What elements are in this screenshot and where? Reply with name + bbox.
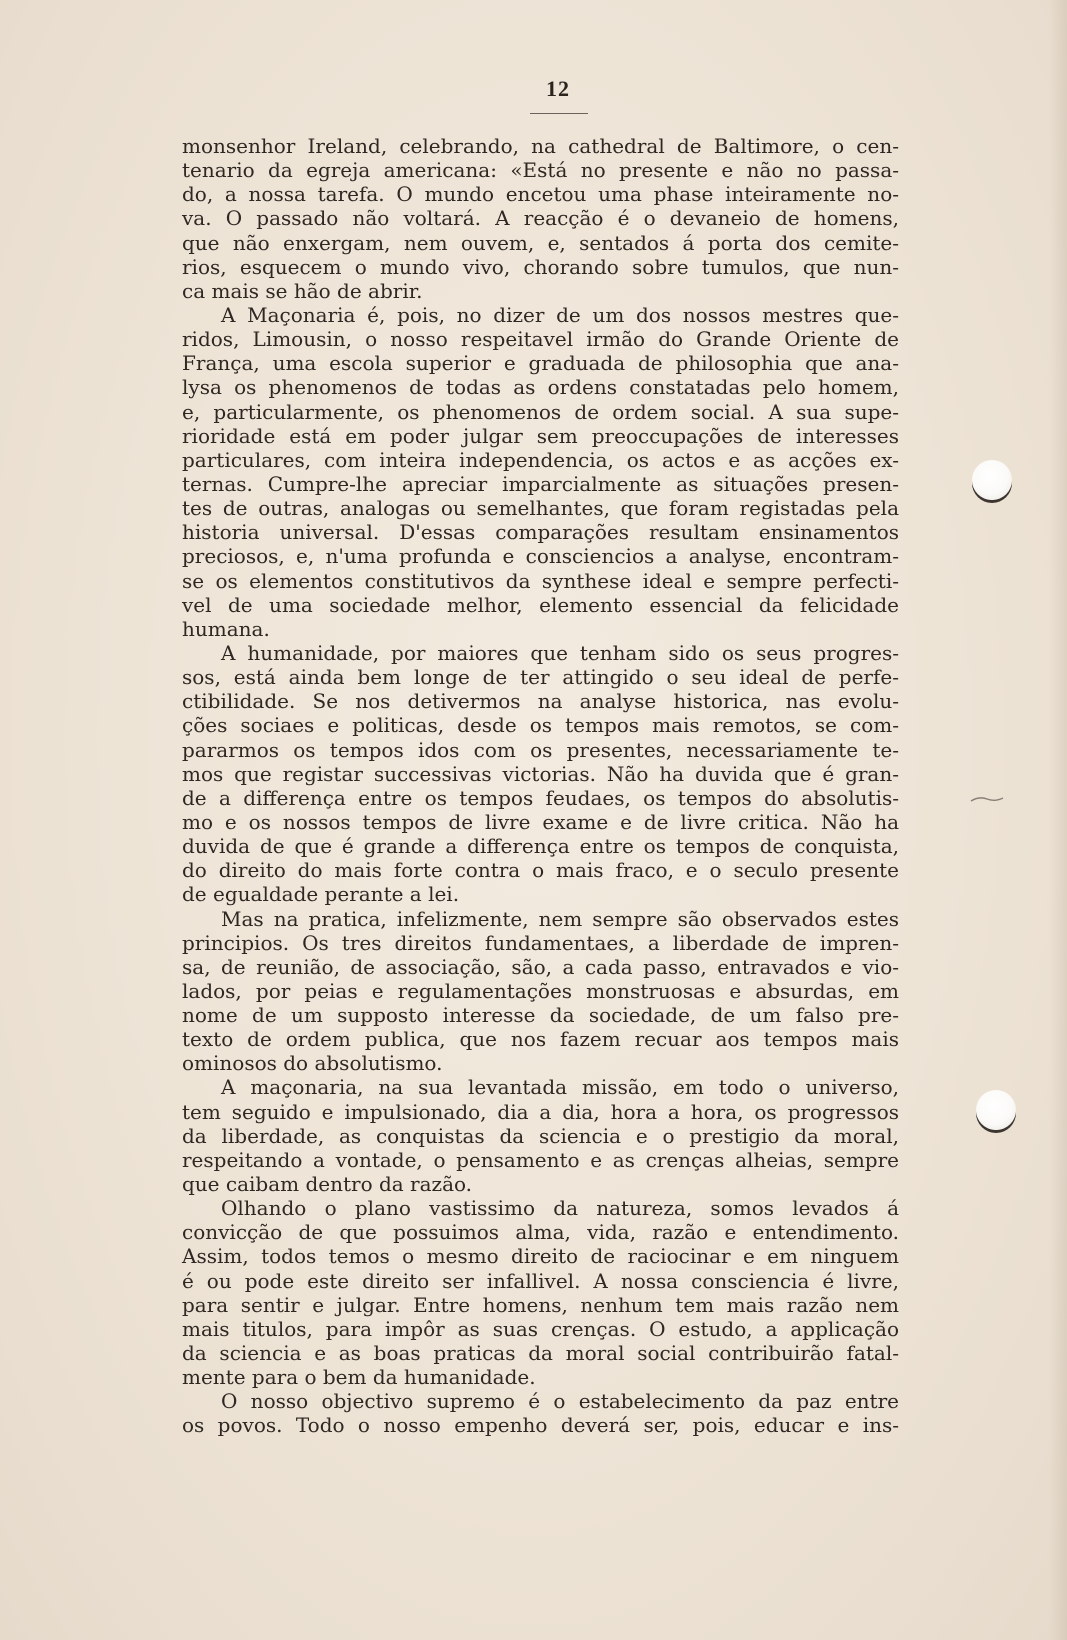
text-line: ções sociaes e politicas, desde os tempos mais remotos, se com- (182, 713, 899, 738)
text-line: ridos, Limousin, o nosso respeitavel irmão do Grande Oriente de (182, 327, 899, 352)
text-line: ca mais se hão de abrir. (182, 278, 423, 303)
text-line: rios, esquecem o mundo vivo, chorando sobre tumulos, que nun- (182, 254, 899, 279)
text-line: mo e os nossos tempos de livre exame e de livre critica. Não ha (182, 809, 899, 834)
text-line: sa, de reunião, de associação, são, a cada passo, entravados e vio- (182, 954, 899, 979)
text-line: lysa os phenomenos de todas as ordens constatadas pelo homem, (182, 375, 899, 400)
text-line: vel de uma sociedade melhor, elemento essencial da felicidade (182, 592, 899, 617)
text-line: historia universal. D'essas comparações resultam ensinamentos (182, 520, 899, 545)
text-line: monsenhor Ireland, celebrando, na cathedral de Baltimore, o cen- (182, 134, 899, 158)
text-line: humana. (182, 616, 270, 641)
text-line: mais titulos, para impôr as suas crenças. O estudo, a applicação (182, 1316, 899, 1341)
text-line: pararmos os tempos idos com os presentes, necessariamente te- (182, 737, 899, 762)
text-line: duvida de que é grande a differença entre os tempos de conquista, (182, 834, 899, 859)
text-line: principios. Os tres direitos fundamentaes, a liberdade de impren- (182, 930, 899, 955)
text-line: que caibam dentro da razão. (182, 1172, 473, 1197)
punch-hole (972, 460, 1012, 500)
text-line: do direito do mais forte contra o mais fraco, e o seculo presente (182, 858, 899, 883)
text-line: rioridade está em poder julgar sem preoccupações de interesses (182, 423, 899, 448)
text-line: preciosos, e, n'uma profunda e consciencios a analyse, encontram- (182, 544, 899, 569)
text-line: se os elementos constitutivos da synthese ideal e sempre perfecti- (182, 568, 899, 593)
text-line: França, uma escola superior e graduada de philosophia que ana- (182, 351, 899, 376)
page-number-rule (530, 113, 588, 114)
text-line: da sciencia e as boas praticas da moral social contribuirão fatal- (182, 1341, 899, 1366)
text-line: ternas. Cumpre-lhe apreciar imparcialmente as situações presen- (182, 471, 899, 496)
text-line: da liberdade, as conquistas da sciencia e o prestigio da moral, (182, 1123, 899, 1148)
text-line: A maçonaria, na sua levantada missão, em todo o universo, (221, 1075, 899, 1100)
text-line: é ou pode este direito ser infallivel. A nossa consciencia é livre, (182, 1268, 899, 1293)
page-edge-shadow (1049, 0, 1067, 1640)
text-line: convicção de que possuimos alma, vida, razão e entendimento. (182, 1220, 899, 1245)
text-line: tes de outras, analogas ou semelhantes, que foram registadas pela (182, 496, 899, 521)
punch-hole (976, 1090, 1016, 1130)
text-line: lados, por peias e regulamentações monstruosas e absurdas, em (182, 978, 899, 1003)
text-line: va. O passado não voltará. A reacção é o devaneio de homens, (182, 206, 899, 231)
page-number: 12 (546, 76, 570, 101)
text-line: ctibilidade. Se nos detivermos na analyse historica, nas evolu- (182, 689, 899, 714)
text-line: e, particularmente, os phenomenos de ordem social. A sua supe- (182, 399, 899, 424)
text-line: para sentir e julgar. Entre homens, nenhum tem mais razão nem (182, 1292, 899, 1317)
margin-mark-icon (970, 795, 1004, 803)
text-line: respeitando a vontade, o pensamento e as crenças alheias, sempre (182, 1147, 899, 1172)
text-line: que não enxergam, nem ouvem, e, sentados á porta dos cemite- (182, 230, 899, 255)
text-line: ominosos do absolutismo. (182, 1051, 443, 1076)
text-line: particulares, com inteira independencia, os actos e as acções ex- (182, 447, 899, 472)
text-line: texto de ordem publica, que nos fazem recuar aos tempos mais (182, 1027, 899, 1052)
text-line: mente para o bem da humanidade. (182, 1365, 536, 1390)
text-line: mos que registar successivas victorias. Não ha duvida que é gran- (182, 761, 899, 786)
text-line: de egualdade perante a lei. (182, 882, 460, 907)
text-line: de a differença entre os tempos feudaes, os tempos do absolutis- (182, 785, 899, 810)
text-line: Olhando o plano vastissimo da natureza, somos levados á (221, 1196, 899, 1221)
text-line: Assim, todos temos o mesmo direito de raciocinar e em ninguem (182, 1244, 899, 1269)
text-line: tem seguido e impulsionado, dia a dia, hora a hora, os progressos (182, 1099, 899, 1124)
text-line: O nosso objectivo supremo é o estabelecimento da paz entre (221, 1389, 899, 1414)
body-text (182, 134, 899, 1438)
text-line: nome de um supposto interesse da sociedade, de um falso pre- (182, 1003, 899, 1028)
text-line: sos, está ainda bem longe de ter attingido o seu ideal de perfe- (182, 665, 899, 690)
text-line: os povos. Todo o nosso empenho deverá ser, pois, educar e ins- (182, 1413, 899, 1438)
text-line: tenario da egreja americana: «Está no presente e não no passa- (182, 158, 899, 183)
text-line: A humanidade, por maiores que tenham sido os seus progres- (221, 640, 899, 665)
text-line: A Maçonaria é, pois, no dizer de um dos nossos mestres que- (221, 302, 899, 327)
text-line: Mas na pratica, infelizmente, nem sempre são observados estes (221, 906, 899, 931)
text-line: do, a nossa tarefa. O mundo encetou uma phase inteiramente no- (182, 182, 899, 207)
